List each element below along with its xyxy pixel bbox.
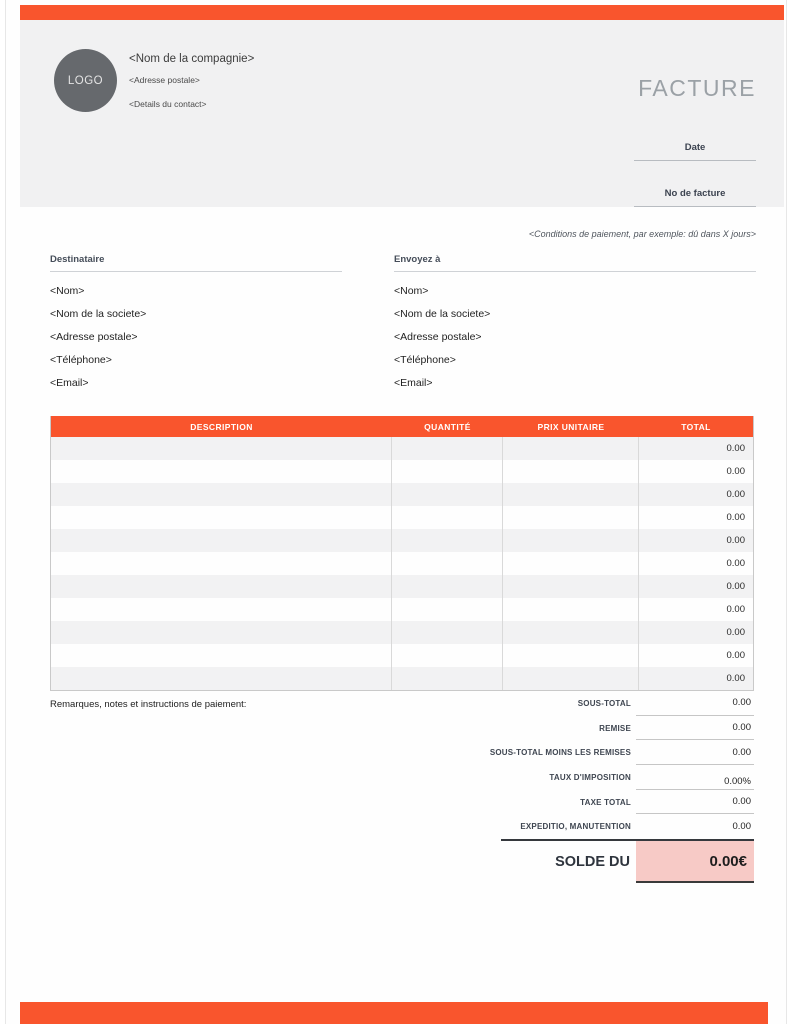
invoice-title: FACTURE	[638, 75, 756, 101]
row-total: 0.00	[726, 604, 745, 615]
column-header-unit-price: PRIX UNITAIRE	[537, 421, 605, 432]
ship-to-heading: Envoyez à	[394, 254, 756, 272]
column-header-quantity: QUANTITÉ	[424, 421, 471, 432]
invoice-page	[5, 0, 787, 1024]
table-row[interactable]	[51, 667, 753, 690]
table-row[interactable]	[51, 529, 753, 552]
table-row[interactable]	[51, 437, 753, 460]
summary-value: 0.00	[636, 740, 754, 765]
row-total: 0.00	[726, 558, 745, 569]
invoice-number-field[interactable]	[634, 188, 756, 207]
table-row[interactable]	[51, 575, 753, 598]
column-header-description: DESCRIPTION	[190, 421, 253, 432]
row-total: 0.00	[726, 512, 745, 523]
summary-row-tax-rate	[50, 765, 754, 790]
recipient-heading: Destinataire	[50, 254, 342, 272]
company-name-placeholder[interactable]: <Nom de la compagnie>	[129, 53, 255, 65]
company-logo	[54, 49, 117, 112]
invoice-number-label: No de facture	[664, 188, 726, 199]
column-header-total: TOTAL	[681, 421, 711, 432]
recipient-company[interactable]: <Nom de la societe>	[50, 308, 147, 320]
notes-label[interactable]: Remarques, notes et instructions de paiement:	[50, 699, 247, 710]
row-total: 0.00	[726, 535, 745, 546]
items-table-header	[51, 416, 753, 437]
summary-value: 0.00	[636, 691, 754, 716]
row-total: 0.00	[726, 650, 745, 661]
summary-value: 0.00	[636, 790, 754, 815]
balance-due-row	[50, 841, 754, 883]
row-total: 0.00	[726, 443, 745, 454]
row-total: 0.00	[726, 489, 745, 500]
ship-to-name[interactable]: <Nom>	[394, 285, 429, 297]
row-total: 0.00	[726, 627, 745, 638]
table-row[interactable]	[51, 621, 753, 644]
ship-to-address[interactable]: <Adresse postale>	[394, 331, 482, 343]
recipient-block	[50, 254, 342, 389]
ship-to-block	[394, 254, 756, 389]
table-row[interactable]	[51, 598, 753, 621]
row-total: 0.00	[726, 581, 745, 592]
top-accent-bar	[20, 5, 784, 20]
payment-terms-placeholder[interactable]: <Conditions de paiement, par exemple: dû dans X jours>	[528, 229, 756, 239]
summary-row-shipping-handling	[50, 814, 754, 839]
summary-label: REMISE	[599, 723, 631, 733]
items-table	[50, 416, 754, 691]
summary-block	[50, 691, 754, 883]
recipient-phone[interactable]: <Téléphone>	[50, 354, 112, 366]
table-row[interactable]	[51, 506, 753, 529]
summary-value[interactable]: 0.00%	[636, 765, 754, 790]
table-row[interactable]	[51, 460, 753, 483]
bottom-accent-bar	[20, 1002, 768, 1024]
balance-due-label: SOLDE DU	[555, 854, 630, 871]
company-address-placeholder[interactable]: <Adresse postale>	[129, 75, 200, 85]
table-row[interactable]	[51, 644, 753, 667]
recipient-email[interactable]: <Email>	[50, 377, 89, 389]
table-row[interactable]	[51, 483, 753, 506]
summary-label: TAUX D'IMPOSITION	[549, 772, 631, 782]
balance-due-value: 0.00€	[636, 841, 754, 883]
logo-text: LOGO	[67, 74, 104, 87]
company-info	[129, 53, 254, 109]
company-contact-placeholder[interactable]: <Details du contact>	[129, 99, 207, 109]
row-total: 0.00	[726, 673, 745, 684]
ship-to-company[interactable]: <Nom de la societe>	[394, 308, 491, 320]
date-label: Date	[684, 142, 706, 153]
summary-row-subtotal	[50, 691, 754, 716]
invoice-header	[20, 20, 784, 207]
summary-label: EXPEDITIO, MANUTENTION	[520, 822, 631, 832]
summary-value[interactable]: 0.00	[732, 821, 751, 833]
summary-label: TAXE TOTAL	[580, 797, 631, 807]
table-row[interactable]	[51, 552, 753, 575]
recipient-address[interactable]: <Adresse postale>	[50, 331, 138, 343]
summary-row-total-tax	[50, 790, 754, 815]
ship-to-phone[interactable]: <Téléphone>	[394, 354, 456, 366]
summary-value: 0.00	[636, 716, 754, 741]
date-field[interactable]	[634, 142, 756, 161]
summary-row-subtotal-less-discount	[50, 740, 754, 765]
row-total: 0.00	[726, 466, 745, 477]
summary-label: SOUS-TOTAL MOINS LES REMISES	[489, 748, 631, 758]
address-section	[50, 254, 770, 389]
ship-to-email[interactable]: <Email>	[394, 377, 433, 389]
summary-row-discount	[50, 716, 754, 741]
recipient-name[interactable]: <Nom>	[50, 285, 85, 297]
summary-label: SOUS-TOTAL	[577, 698, 631, 708]
